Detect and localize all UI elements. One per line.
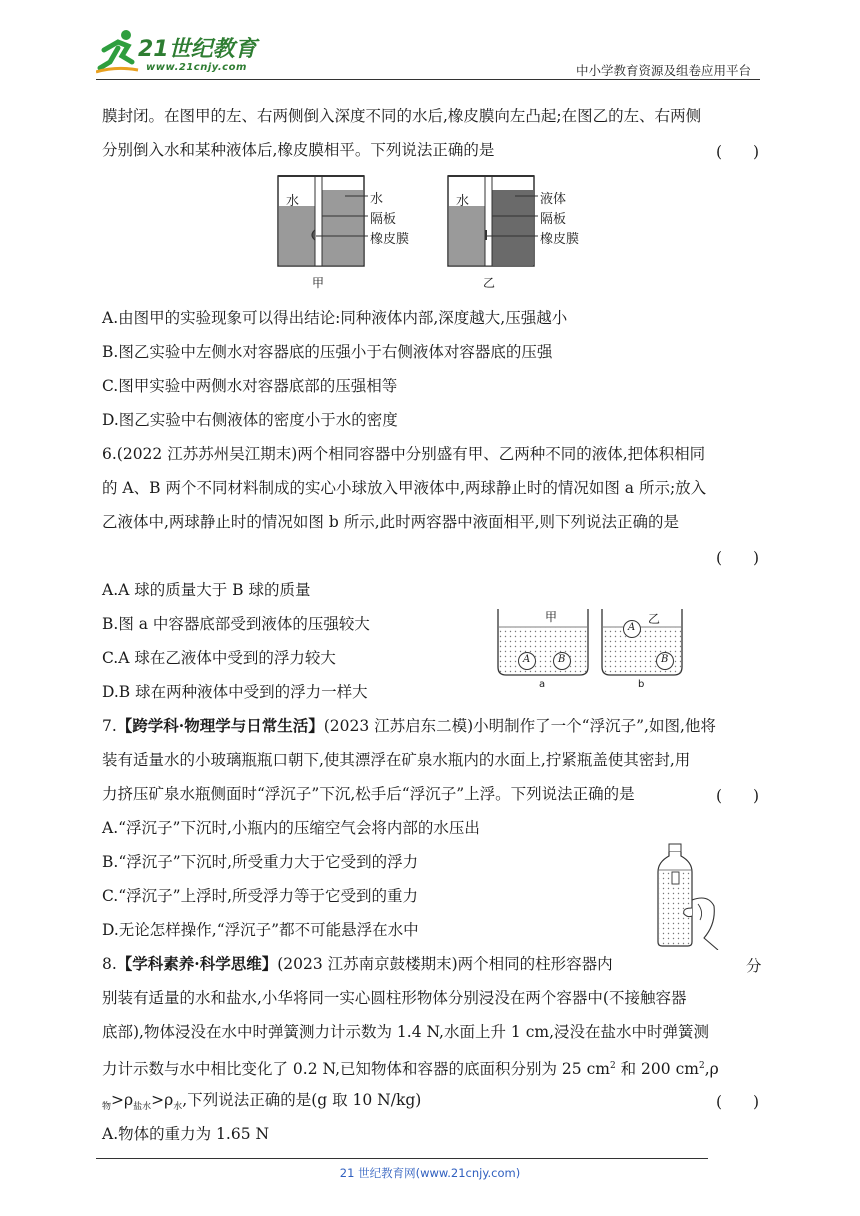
ball-a-label: A (523, 654, 531, 665)
logo-title: 21世纪教育 (138, 37, 257, 62)
bottle-diver-diagram (652, 842, 722, 950)
q7-answer-paren: ( ) (716, 787, 760, 805)
ball-a-label-b: A (628, 622, 636, 633)
caption-b: b (638, 679, 645, 690)
q8-number: 8. (102, 955, 117, 973)
q8-line1 (102, 954, 613, 974)
q5-figure (270, 172, 600, 294)
q7-figure (652, 842, 722, 950)
beaker-a-title: 甲 (545, 610, 558, 624)
q7-line1-text: (2023 江苏启东二模)小明制作了一个“浮沉子”,如图,他将 (323, 717, 716, 735)
yi-liquid-label: 液体 (540, 192, 567, 207)
q6-line2: 的 A、B 两个不同材料制成的实心小球放入甲液体中,两球静止时的情况如图 a 所示;放入 (102, 479, 707, 497)
q5-line1: 膜封闭。在图甲的左、右两侧倒入深度不同的水后,橡皮膜向左凸起;在图乙的左、右两侧 (102, 107, 702, 125)
caption-a: a (539, 679, 546, 690)
q8-line4: 力计示数与水中相比变化了 0.2 N,已知物体和容器的底面积分别为 25 $cm^2$ 和 200 $cm^2,\rho$ (102, 1060, 719, 1079)
q8-line5: $_物>\rho_{盐水}>\rho_水$,下列说法正确的是(g 取 10 N/kg) (102, 1091, 422, 1113)
q7-option-a: A.“浮沉子”下沉时,小瓶内的压缩空气会将内部的水压出 (102, 819, 480, 837)
q8-line2: 别装有适量的水和盐水,小华将同一实心圆柱形物体分别浸没在两个容器中(不接触容器 (102, 989, 687, 1007)
jia-left-water-label: 水 (286, 194, 300, 209)
jia-water-label: 水 (370, 192, 384, 207)
ball-b-label-b: B (661, 654, 669, 665)
yi-caption: 乙 (483, 276, 496, 290)
jia-partition-label: 隔板 (370, 212, 397, 227)
q5-option-d: D.图乙实验中右侧液体的密度小于水的密度 (102, 411, 398, 429)
q8-answer-paren: ( ) (716, 1093, 760, 1111)
q5-answer-paren: ( ) (716, 143, 760, 161)
yi-partition-label: 隔板 (540, 212, 567, 227)
header-platform-text: 中小学教育资源及组卷应用平台 (576, 63, 752, 78)
q5-line2: 分别倒入水和某种液体后,橡皮膜相平。下列说法正确的是 (102, 141, 495, 159)
q7-option-c: C.“浮沉子”上浮时,所受浮力等于它受到的重力 (102, 887, 419, 905)
q6-option-a: A.A 球的质量大于 B 球的质量 (102, 581, 311, 599)
q5-option-c: C.图甲实验中两侧水对容器底部的压强相等 (102, 377, 398, 395)
logo-url: www.21cnjy.com (146, 62, 247, 73)
q6-line1: 6.(2022 江苏苏州吴江期末)两个相同容器中分别盛有甲、乙两种不同的液体,把体积相同 (102, 445, 706, 463)
q7-number: 7. (102, 717, 117, 735)
q6-figure (494, 605, 694, 695)
q7-line1 (102, 716, 716, 736)
footer-rule (96, 1158, 708, 1159)
q7-line2: 装有适量水的小玻璃瓶瓶口朝下,使其漂浮在矿泉水瓶内的水面上,拧紧瓶盖使其密封,用 (102, 751, 691, 769)
footer-text: 21 世纪教育网(www.21cnjy.com) (339, 1166, 521, 1180)
q7-option-d: D.无论怎样操作,“浮沉子”都不可能悬浮在水中 (102, 921, 419, 939)
jia-caption: 甲 (312, 276, 325, 290)
jia-membrane-label: 橡皮膜 (370, 232, 410, 247)
logo (96, 28, 266, 78)
q6-option-d: D.B 球在两种液体中受到的浮力一样大 (102, 683, 368, 701)
beakers-diagram (494, 605, 694, 695)
q8-line3: 底部),物体浸没在水中时弹簧测力计示数为 1.4 N,水面上升 1 cm,浸没在盐水中时弹簧测 (102, 1023, 709, 1041)
q8-option-a: A.物体的重力为 1.65 N (102, 1125, 270, 1143)
q7-option-b: B.“浮沉子”下沉时,所受重力大于它受到的浮力 (102, 853, 419, 871)
beaker-b-title: 乙 (648, 612, 661, 626)
q5-option-a: A.由图甲的实验现象可以得出结论:同种液体内部,深度越大,压强越小 (102, 309, 568, 327)
q7-tag: 【跨学科·物理学与日常生活】 (116, 716, 324, 735)
q6-option-c: C.A 球在乙液体中受到的浮力较大 (102, 649, 336, 667)
q8-line1-tail: 分 (746, 957, 762, 975)
runner-logo-icon (96, 28, 140, 74)
q5-option-b: B.图乙实验中左侧水对容器底的压强小于右侧液体对容器底的压强 (102, 343, 553, 361)
q7-line3: 力挤压矿泉水瓶侧面时“浮沉子”下沉,松手后“浮沉子”上浮。下列说法正确的是 (102, 785, 635, 803)
q6-option-b: B.图 a 中容器底部受到液体的压强较大 (102, 615, 370, 633)
ball-b-label: B (558, 654, 566, 665)
yi-left-water-label: 水 (456, 194, 470, 209)
q6-answer-paren: ( ) (716, 549, 760, 567)
q8-line1-text: (2023 江苏南京鼓楼期末)两个相同的柱形容器内 (277, 955, 613, 973)
q8-tag: 【学科素养·科学思维】 (116, 954, 278, 973)
header-rule (96, 79, 760, 80)
yi-membrane-label: 橡皮膜 (540, 232, 580, 247)
q6-line3: 乙液体中,两球静止时的情况如图 b 所示,此时两容器中液面相平,则下列说法正确的是 (102, 513, 680, 531)
